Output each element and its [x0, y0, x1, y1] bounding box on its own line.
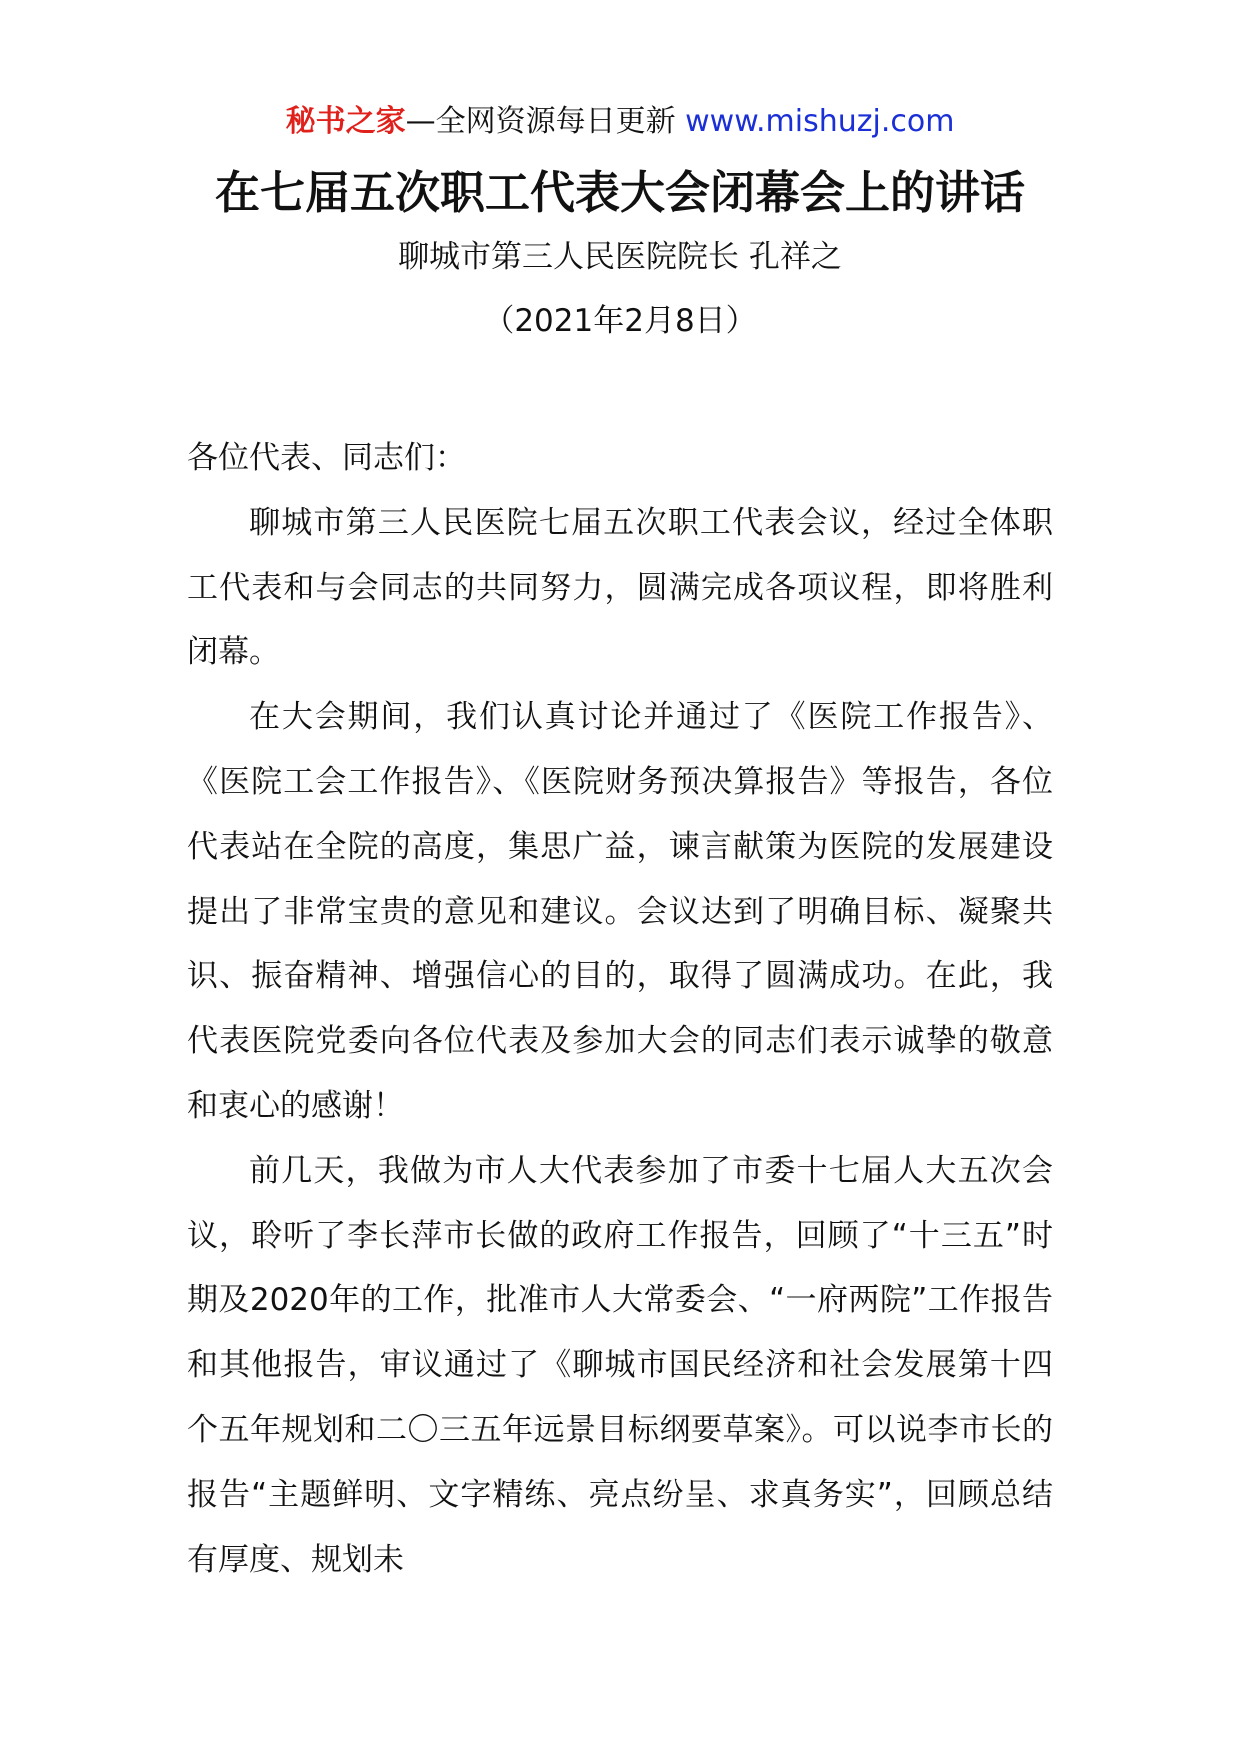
body-paragraph-1: 聊城市第三人民医院七届五次职工代表会议，经过全体职工代表和与会同志的共同努力，圆满完成各项议程，即将胜利闭幕。 — [187, 504, 1053, 671]
document-author: 聊城市第三人民医院院长 孔祥之 — [398, 239, 842, 275]
site-brand: 秘书之家 — [285, 104, 406, 139]
site-url-link[interactable]: www.mishuzj.com — [685, 104, 955, 139]
site-header — [0, 100, 1240, 144]
document-date: （2021年2月8日） — [483, 303, 757, 339]
document-title: 在七届五次职工代表大会闭幕会上的讲话 — [214, 166, 1025, 219]
body-paragraph-3: 前几天，我做为市人大代表参加了市委十七届人大五次会议，聆听了李长萍市长做的政府工作报告，回顾了“十三五”时期及2020年的工作，批准市人大常委会、“一府两院”工作报告和其他报告，审议通过了《聊城市国民经济和社会发展第十四个五年规划和二〇三五年远景目标纲要草案》。可以说李市长的报告“主题鲜明、文字精练、亮点纷呈、求真务实”，回顾总结有厚度、规划未 — [187, 1152, 1053, 1578]
salutation: 各位代表、同志们： — [187, 440, 466, 476]
body-paragraph-2: 在大会期间，我们认真讨论并通过了《医院工作报告》、《医院工会工作报告》、《医院财务预决算报告》等报告，各位代表站在全院的高度，集思广益，谏言献策为医院的发展建设提出了非常宝贵的意见和建议。会议达到了明确目标、凝聚共识、振奋精神、增强信心的目的，取得了圆满成功。在此，我代表医院党委向各位代表及参加大会的同志们表示诚挚的敬意和衷心的感谢！ — [187, 699, 1053, 1124]
document-body — [187, 426, 1053, 1592]
site-tagline: —全网资源每日更新 — [405, 104, 676, 139]
